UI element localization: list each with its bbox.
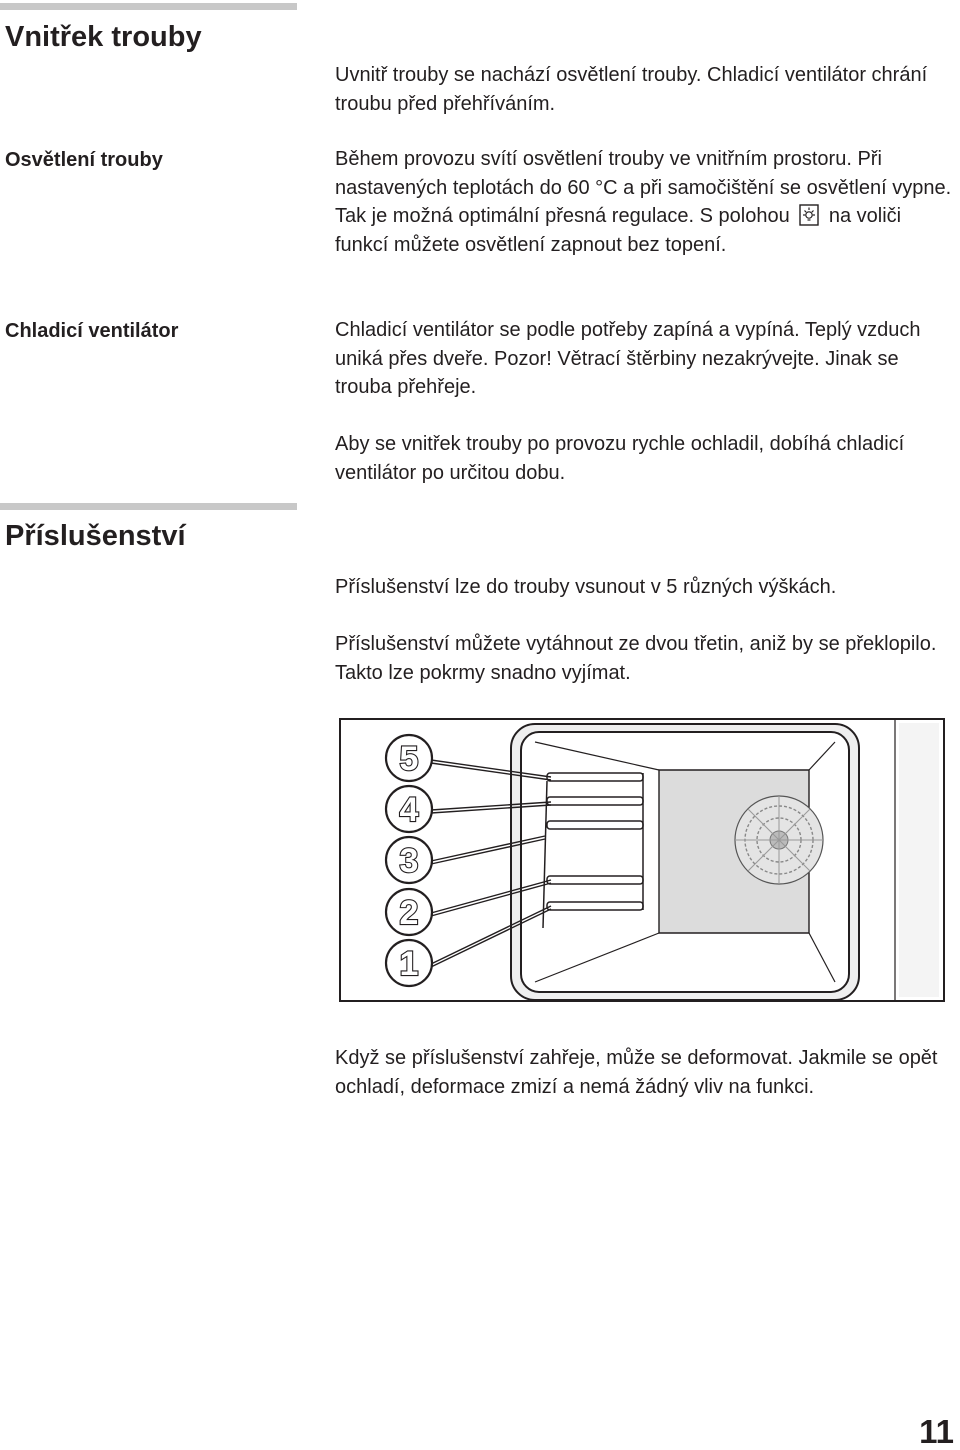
label-cooling-fan: Chladicí ventilátor xyxy=(5,320,179,342)
fan-paragraph-2: Aby se vnitřek trouby po provozu rychle ochladil, dobíhá chladicí ventilátor po určitou dobu. xyxy=(335,433,905,484)
intro-paragraph: Uvnitř trouby se nachází osvětlení trouby. Chladicí ventilátor chrání troubu před přehříváním. xyxy=(335,64,928,115)
lighting-paragraph xyxy=(335,145,957,259)
section-title-accessories: Příslušenství xyxy=(5,520,186,552)
level-label-4: 4 xyxy=(399,791,419,829)
level-label-3: 3 xyxy=(399,842,419,880)
level-label-2: 2 xyxy=(399,894,419,932)
level-label-5: 5 xyxy=(399,740,419,778)
accessories-paragraph-3: Když se příslušenství zahřeje, může se deformovat. Jakmile se opět ochladí, deformace zmizí a nemá žádný vliv na funkci. xyxy=(335,1047,938,1098)
section-divider-top xyxy=(0,3,297,10)
lighting-text-start: Během provozu svítí osvětlení trouby ve vnitřním prostoru. Při nastavených teplotách do 60 °C a při samočištění se osvětlení vypne. Tak je možná optimální přesná regulace. S polohou xyxy=(335,148,952,227)
fan-paragraph-1: Chladicí ventilátor se podle potřeby zapíná a vypíná. Teplý vzduch uniká přes dveře. Pozor! Větrací štěrbiny nezakrývejte. Jinak se trouba přehřeje. xyxy=(335,319,921,398)
accessories-paragraph-1: Příslušenství lze do trouby vsunout v 5 různých výškách. xyxy=(335,576,837,598)
section-title-inner: Vnitřek trouby xyxy=(5,21,202,53)
level-label-1: 1 xyxy=(399,945,419,983)
page-number: 11 xyxy=(919,1413,954,1450)
label-lighting: Osvětlení trouby xyxy=(5,149,163,171)
lighting-text-end: na voliči funkcí můžete osvětlení zapnout bez topení. xyxy=(335,205,902,256)
oven-shelf-levels-illustration xyxy=(339,718,945,1002)
accessories-paragraph-2: Příslušenství můžete vytáhnout ze dvou třetin, aniž by se překlopilo. Takto lze pokrmy snadno vyjímat. xyxy=(335,633,937,684)
section-divider-accessories xyxy=(0,503,297,510)
oven-light-icon xyxy=(799,204,819,226)
